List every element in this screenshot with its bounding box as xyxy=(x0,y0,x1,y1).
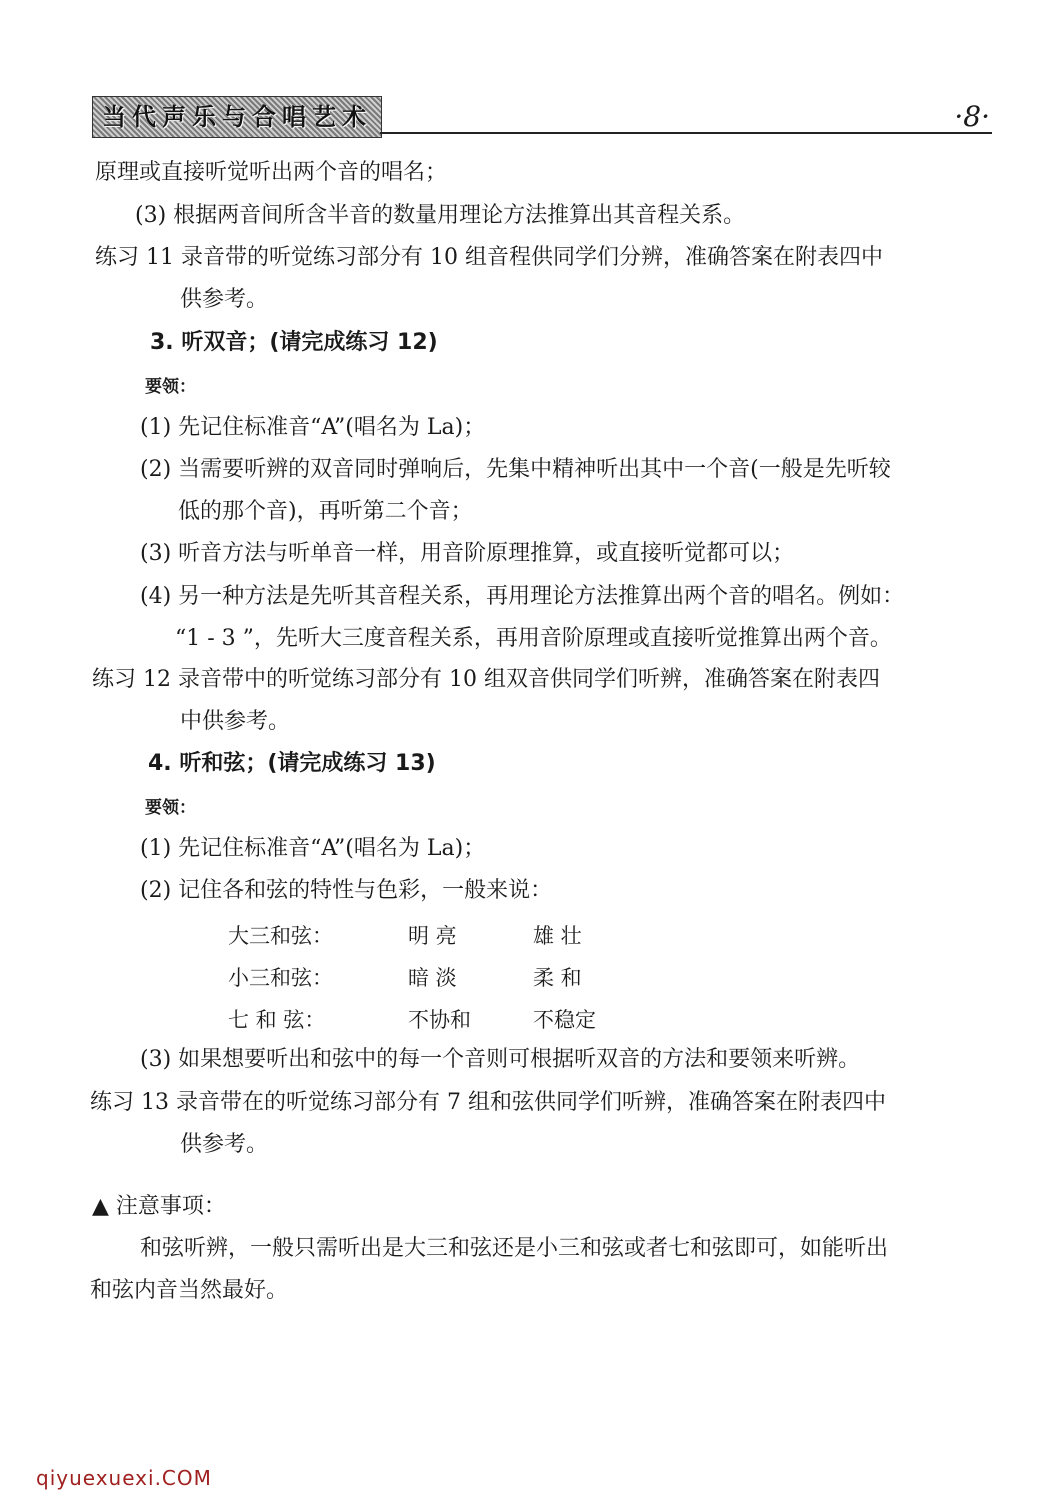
text-line: (1) 先记住标准音“A”(唱名为 La)； xyxy=(140,415,486,440)
text-line: (2) 当需要听辨的双音同时弹响后，先集中精神听出其中一个音(一般是先听较 xyxy=(140,457,891,482)
chord-quality-2: 雄 壮 xyxy=(533,924,582,948)
text-line: 和弦内音当然最好。 xyxy=(90,1278,289,1303)
exercise-12: 练习 12 录音带中的听觉练习部分有 10 组双音供同学们听辨，准确答案在附表四 xyxy=(92,667,880,692)
chord-quality-2: 柔 和 xyxy=(533,966,582,990)
text-line: (3) 如果想要听出和弦中的每一个音则可根据听双音的方法和要领来听辨。 xyxy=(140,1047,861,1072)
chord-quality-1: 暗 淡 xyxy=(408,966,457,990)
chord-quality-1: 明 亮 xyxy=(408,924,457,948)
text-line: 供参考。 xyxy=(180,287,269,312)
section-heading-4: 4. 听和弦；(请完成练习 13) xyxy=(148,751,436,776)
section-heading-3: 3. 听双音；(请完成练习 12) xyxy=(150,330,438,355)
text-line: 原理或直接听觉听出两个音的唱名； xyxy=(95,160,448,185)
notice-heading: ▲ 注意事项： xyxy=(92,1194,226,1219)
exercise-13: 练习 13 录音带在的听觉练习部分有 7 组和弦供同学们听辨，准确答案在附表四中 xyxy=(90,1090,886,1115)
page-number: ·8· xyxy=(954,100,990,133)
key-points-label: 要领： xyxy=(145,377,196,397)
text-line: 中供参考。 xyxy=(180,709,291,734)
text-line: (3) 根据两音间所含半音的数量用理论方法推算出其音程关系。 xyxy=(135,203,746,228)
header-rule xyxy=(380,132,992,134)
chord-quality-2: 不稳定 xyxy=(533,1008,596,1032)
key-points-label: 要领： xyxy=(145,798,196,818)
header-banner-text: 当代声乐与合唱艺术 xyxy=(102,103,372,131)
text-line: 和弦听辨，一般只需听出是大三和弦还是小三和弦或者七和弦即可，如能听出 xyxy=(140,1236,889,1261)
text-line: (2) 记住各和弦的特性与色彩，一般来说： xyxy=(140,878,553,903)
text-line: “1 - 3 ”，先听大三度音程关系，再用音阶原理或直接听觉推算出两个音。 xyxy=(175,626,892,651)
chord-name: 七 和 弦： xyxy=(228,1008,326,1032)
text-line: (3) 听音方法与听单音一样，用音阶原理推算，或直接听觉都可以； xyxy=(140,541,795,566)
exercise-11: 练习 11 录音带的听觉练习部分有 10 组音程供同学们分辨，准确答案在附表四中 xyxy=(95,245,883,270)
chord-quality-1: 不协和 xyxy=(408,1008,471,1032)
site-watermark: qiyuexuexi.COM xyxy=(36,1466,212,1490)
text-line: 供参考。 xyxy=(180,1132,269,1157)
text-line: (4) 另一种方法是先听其音程关系，再用理论方法推算出两个音的唱名。例如： xyxy=(140,584,905,609)
chord-name: 大三和弦： xyxy=(228,924,333,948)
text-line: (1) 先记住标准音“A”(唱名为 La)； xyxy=(140,836,486,861)
header-banner xyxy=(92,96,382,138)
chord-name: 小三和弦： xyxy=(228,966,333,990)
text-line: 低的那个音)，再听第二个音； xyxy=(178,499,473,524)
